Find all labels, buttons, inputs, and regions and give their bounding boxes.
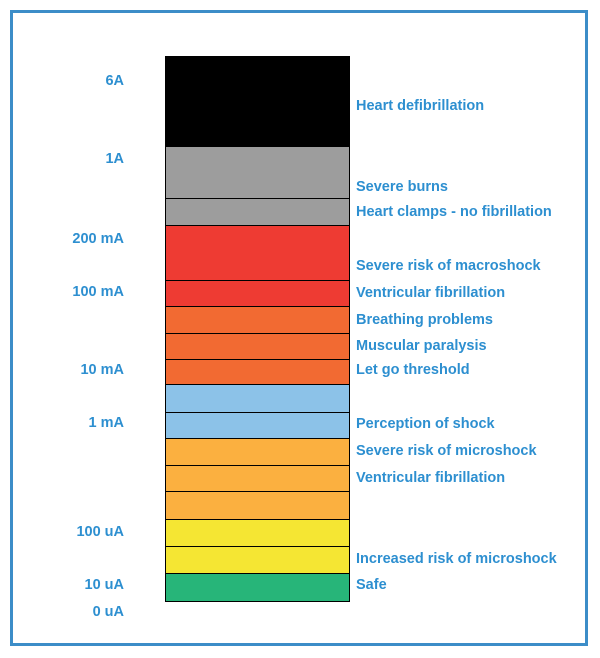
band-description-label: Safe xyxy=(356,577,387,593)
current-scale-bar xyxy=(165,56,350,602)
band-description-label: Ventricular fibrillation xyxy=(356,285,506,301)
axis-tick-label: 200 mA xyxy=(72,231,124,247)
severe-burns-band xyxy=(166,147,349,199)
axis-tick-label: 0 uA xyxy=(92,604,124,620)
band-description-label: Severe risk of macroshock xyxy=(356,258,541,274)
band-description-label: Increased risk of microshock xyxy=(356,551,557,567)
band-description-label: Perception of shock xyxy=(356,416,495,432)
yellow-upper-band xyxy=(166,520,349,547)
diagram-frame xyxy=(10,10,588,646)
current-effects-diagram xyxy=(13,13,591,649)
perception-band xyxy=(166,413,349,439)
description-column xyxy=(356,13,591,649)
increased-microshock-band xyxy=(166,547,349,574)
breathing-problems-band xyxy=(166,307,349,334)
muscular-paralysis-band xyxy=(166,334,349,360)
band-description-label: Heart defibrillation xyxy=(356,98,485,114)
axis-tick-label: 100 mA xyxy=(72,284,124,300)
safe-band xyxy=(166,574,349,601)
axis-tick-label: 100 uA xyxy=(76,524,124,540)
band-description-label: Breathing problems xyxy=(356,312,493,328)
axis-tick-label: 6A xyxy=(105,73,124,89)
axis-tick-label: 1A xyxy=(105,151,124,167)
macroshock-band xyxy=(166,226,349,281)
axis-tick-label: 10 uA xyxy=(84,577,124,593)
microshock-risk-band xyxy=(166,439,349,466)
let-go-threshold-band xyxy=(166,360,349,385)
microshock-fibrillation-band xyxy=(166,466,349,492)
axis-tick-label: 1 mA xyxy=(88,415,124,431)
ventricular-fibrillation-band xyxy=(166,281,349,307)
band-description-label: Let go threshold xyxy=(356,362,470,378)
band-description-label: Muscular paralysis xyxy=(356,338,487,354)
amber-lower-band xyxy=(166,492,349,520)
band-description-label: Heart clamps - no fibrillation xyxy=(356,204,552,220)
band-description-label: Severe burns xyxy=(356,179,448,195)
axis-tick-label: 10 mA xyxy=(80,362,124,378)
band-description-label: Ventricular fibrillation xyxy=(356,470,506,486)
heart-clamps-band xyxy=(166,199,349,226)
band-description-label: Severe risk of microshock xyxy=(356,443,537,459)
defibrillation-band xyxy=(166,57,349,147)
pre-perception-band xyxy=(166,385,349,413)
axis-tick-column xyxy=(13,13,124,649)
